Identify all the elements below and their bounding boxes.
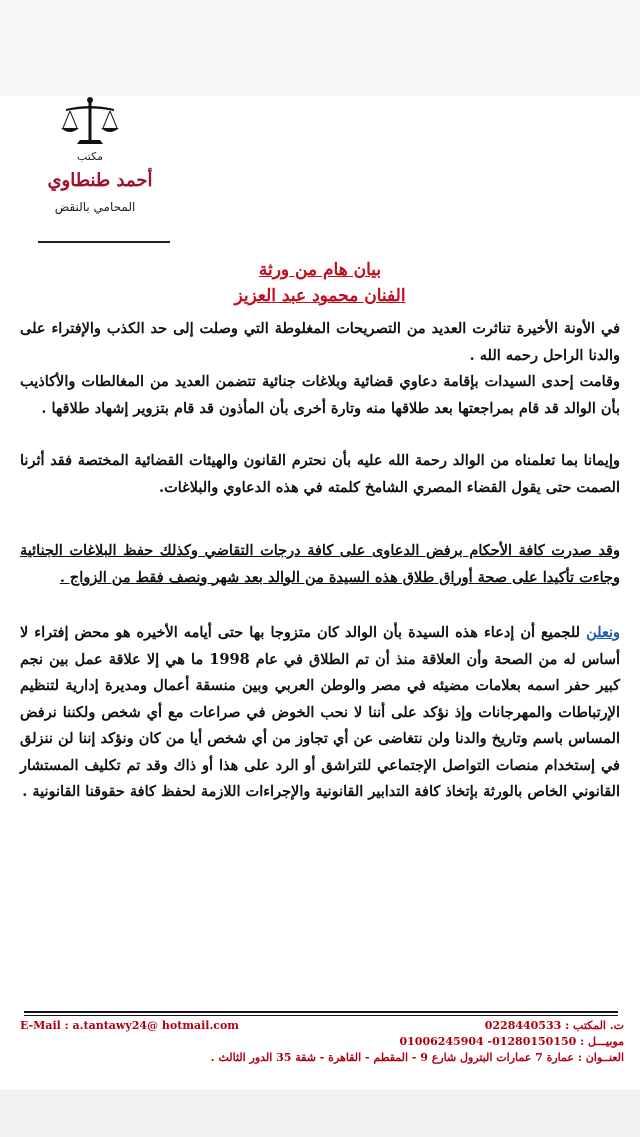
paragraph-5-lead-word: ونعلن	[586, 624, 620, 641]
office-phone-value: 0228440533	[484, 1019, 562, 1032]
statement-title: بيان هام من ورثة	[258, 260, 382, 280]
paragraph-3: وإيمانا بما تعلمناه من الوالد رحمة الله عليه بأن نحترم القانون والهيئات القضائية المختصة فقد أثرنا الصمت حتى يقول القضاء المصري الشامخ كلمته في هذه الدعاوي والبلاغات.	[20, 452, 620, 496]
paragraph-5	[20, 620, 620, 806]
lawyer-name: أحمد طنطاوي	[47, 170, 153, 191]
footer-address	[211, 1051, 624, 1064]
statement-subtitle: الفنان محمود عبد العزيز	[234, 286, 406, 306]
header-divider	[38, 241, 170, 243]
scales-of-justice-icon	[60, 96, 120, 146]
footer-divider	[24, 1011, 618, 1013]
office-label: مكتب	[76, 150, 104, 163]
address-label: العنــوان :	[577, 1051, 624, 1064]
paragraph-4	[20, 538, 620, 591]
paragraph-5-text: للجميع أن إدعاء هذه السيدة بأن الوالد كان متزوجا بها حتى أيامه الأخيره هو محض إفتراء لا أساس له من الصحة وأن العلاقة منذ أن تم الطلاق في عام 1998 ما هي إلا علاقة عمل بين نجم كبير حفر اسمه بعلامات مضيئه في مصر والوطن العربي وبين منسقة أعمال ومديرة إدارية لتنظيم الإرتباطات والمهرجانات وإذ نؤكد على أننا لا نحب الخوض في صراعات مع أي شخص ولكننا نرفض المساس باسم وتاريخ والدنا ولن نتغاضى عن أي تجاوز من أي شخص أيا من كان ونؤكد إننا لن ننزلق في إستخدام منصات التواصل الإجتماعي للتراشق أو الرد على هذا أو ذاك وقد تم تكليف المستشار القانوني الخاص بالورثة بإتخاذ كافة التدابير القانونية والإجراءات اللازمة لحفظ كافة حقوقنا القانونية .	[20, 624, 620, 800]
lawyer-role: المحامي بالنقض	[54, 200, 136, 214]
footer-mobile	[399, 1035, 624, 1048]
mobile-label: موبيـــل :	[580, 1035, 624, 1048]
footer-email: E-Mail : a.tantawy24@ hotmail.com	[20, 1019, 239, 1032]
paragraph-1: في الأونة الأخيرة تناثرت العديد من التصريحات المغلوطة التي وصلت إلى حد الكذب والإفتراء على والدنا الراحل رحمه الله .	[20, 320, 620, 364]
paragraph-4-text: وقد صدرت كافة الأحكام برفض الدعاوى على كافة درجات التقاضي وكذلك حفظ البلاغات الجنائية وجاءت تأكيدا على صحة أوراق طلاق هذه السيدة من الوالد بعد شهر ونصف فقط من الزواج .	[20, 542, 620, 586]
top-margin	[0, 0, 640, 96]
bottom-margin	[0, 1090, 640, 1137]
address-value: عمارة 7 عمارات البترول شارع 9 - المقطم - القاهرة - شقة 35 الدور الثالث .	[210, 1051, 574, 1064]
mobile-value: 01280150150- 01006245904	[399, 1035, 577, 1048]
footer-divider-thin	[24, 1015, 618, 1016]
footer-office-phone	[485, 1019, 624, 1032]
office-phone-label: ت. المكتب :	[565, 1019, 624, 1032]
paragraph-2: وقامت إحدى السيدات بإقامة دعاوي قضائية وبلاغات جنائية تتضمن العديد من المغالطات والأكاذيب بأن الوالد قد قام بمراجعتها بعد طلاقها منه وتارة أخرى بأن المأذون قد قام بتزوير إشهاد طلاقها .	[20, 373, 620, 417]
